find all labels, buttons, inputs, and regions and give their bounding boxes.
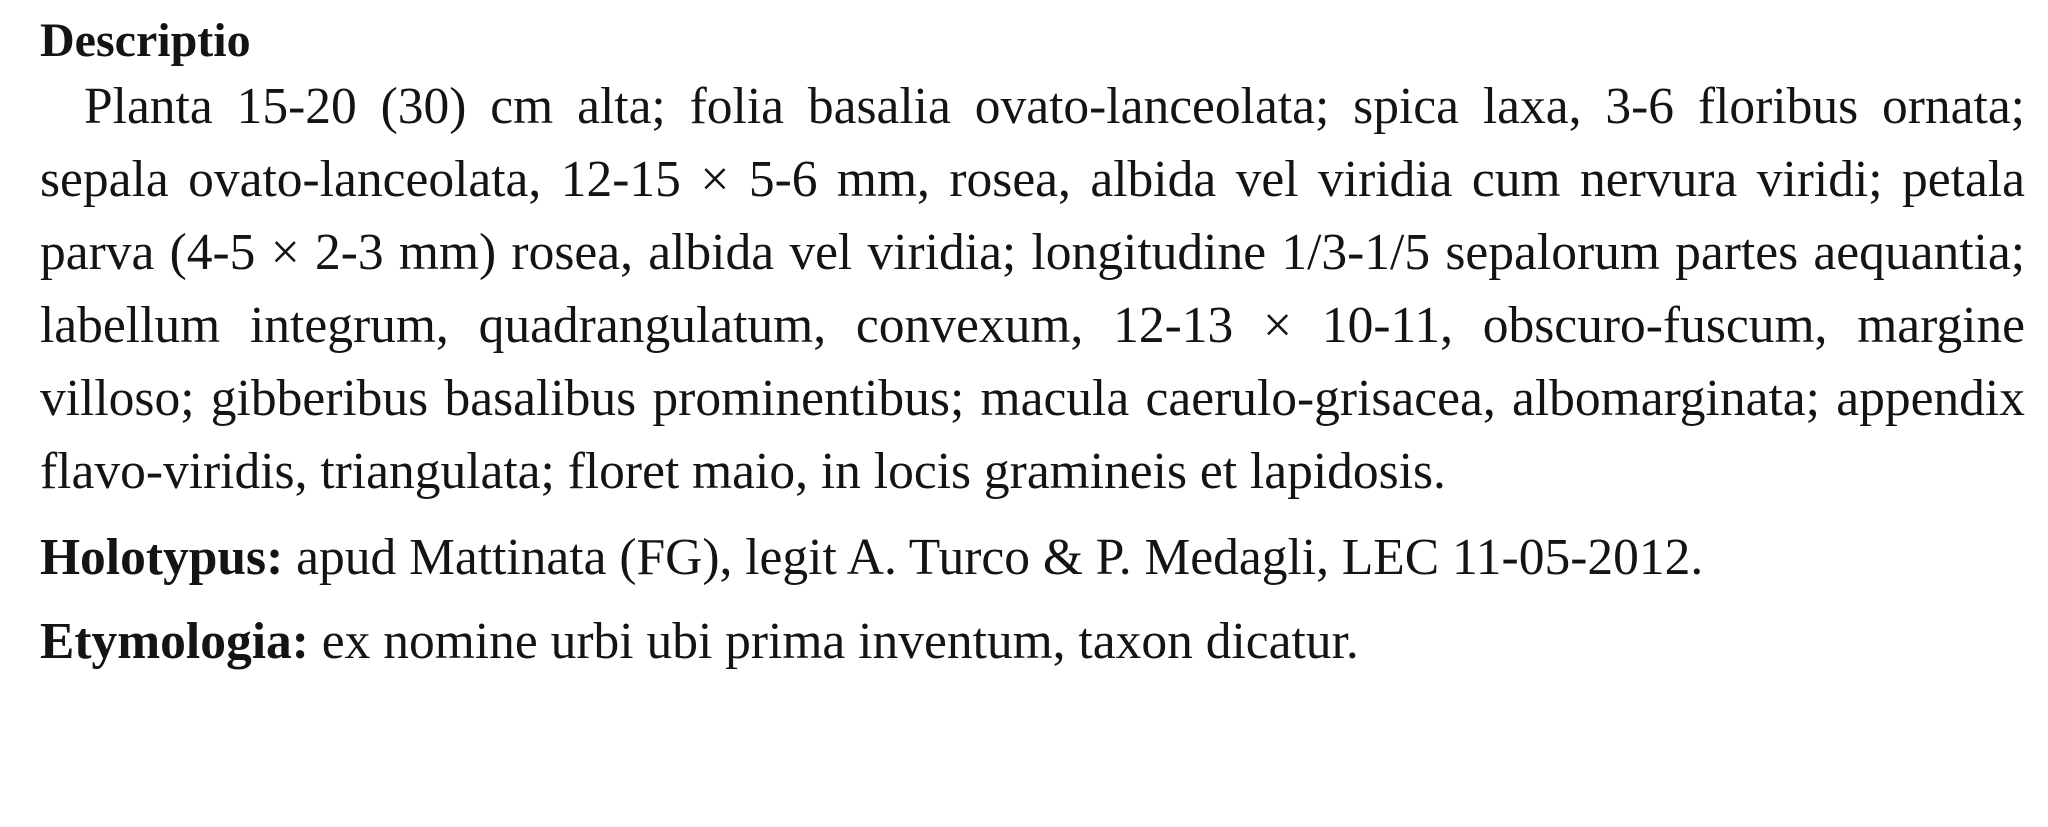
etymologia-entry [40, 605, 2025, 678]
etymologia-label: Etymologia: [40, 613, 309, 670]
etymologia-text: ex nomine urbi ubi prima inventum, taxon dicatur. [308, 613, 1359, 670]
document-page [40, 12, 2025, 678]
section-heading: Descriptio [40, 14, 251, 67]
holotypus-text: apud Mattinata (FG), legit A. Turco & P. Medagli, LEC 11-05-2012. [283, 529, 1704, 586]
holotypus-entry [40, 521, 2025, 594]
holotypus-label: Holotypus: [40, 529, 284, 586]
description-paragraph: Planta 15-20 (30) cm alta; folia basalia ovato-lanceolata; spica laxa, 3-6 floribus ornata; sepala ovato-lanceolata, 12-15 × 5-6 mm, rosea, albida vel viridia cum nervura viridi; petala parva (4-5 × 2-3 mm) rosea, albida vel viridia; longitudine 1/3-1/5 sepalorum partes aequantia; labellum integrum, quadrangulatum, convexum, 12-13 × 10-11, obscuro-fuscum, margine villoso; gibberibus basalibus prominentibus; macula caerulo-grisacea, albomarginata; appendix flavo-viridis, triangulata; floret maio, in locis gramineis et lapidosis. [40, 78, 2025, 500]
